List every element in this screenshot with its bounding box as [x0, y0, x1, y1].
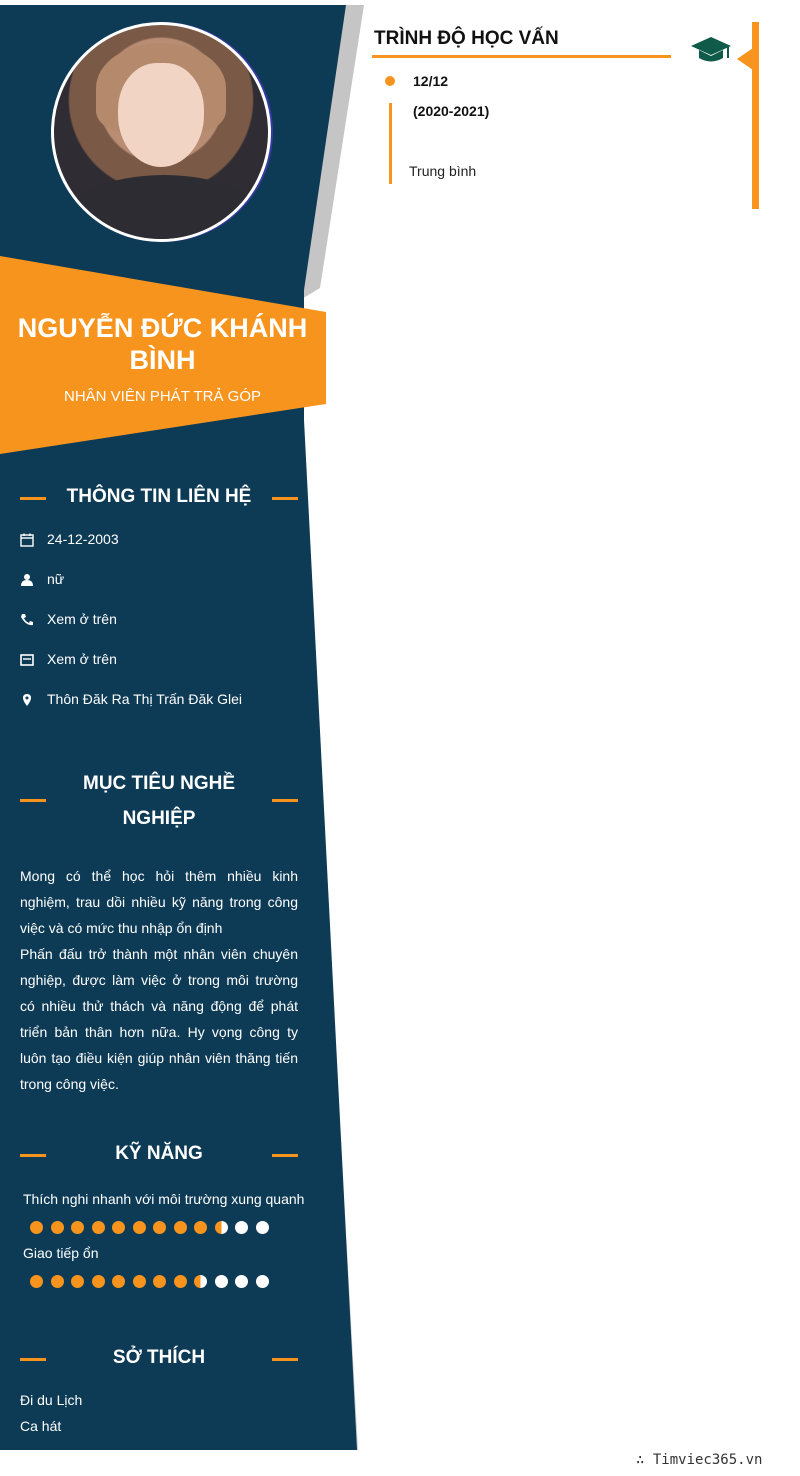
objective-section-title: MỤC TIÊU NGHỀ NGHIỆP	[20, 766, 298, 832]
skill-dot	[92, 1275, 105, 1288]
skill-dot	[112, 1275, 125, 1288]
phone-icon	[20, 613, 34, 627]
skill-dot	[256, 1221, 269, 1234]
skill-dot	[51, 1221, 64, 1234]
skill-dot	[92, 1221, 105, 1234]
hobby-item: Ca hát	[20, 1418, 62, 1434]
education-years: (2020-2021)	[413, 103, 490, 119]
hobbies-section-title: SỞ THÍCH	[20, 1345, 298, 1371]
skill-dot	[174, 1275, 187, 1288]
timeline-line	[389, 103, 392, 184]
career-objective	[20, 863, 298, 1097]
skill-dot	[256, 1275, 269, 1288]
education-section-title: TRÌNH ĐỘ HỌC VẤN	[374, 28, 559, 49]
skill-dot	[112, 1221, 125, 1234]
accent-arrow	[737, 48, 753, 70]
skill-dot	[30, 1275, 43, 1288]
skill-dot	[235, 1275, 248, 1288]
hobby-item: Đi du Lịch	[20, 1392, 83, 1408]
avatar	[51, 22, 271, 242]
skill-dot	[153, 1221, 166, 1234]
education-title-underline	[372, 55, 671, 58]
skill-name: Giao tiếp ổn	[23, 1245, 99, 1261]
education-rank: Trung bình	[409, 163, 477, 179]
skill-dot	[194, 1275, 207, 1288]
user-icon	[20, 573, 34, 587]
accent-bar	[752, 22, 759, 209]
skill-dot	[133, 1275, 146, 1288]
location-pin-icon	[20, 693, 34, 707]
skill-dot	[51, 1275, 64, 1288]
watermark: ∴ Timviec365.vn	[636, 1452, 763, 1468]
candidate-name: NGUYỄN ĐỨC KHÁNH BÌNH	[17, 313, 308, 375]
skill-dot	[30, 1221, 43, 1234]
skill-name: Thích nghi nhanh với môi trường xung quanh	[23, 1191, 305, 1207]
objective-paragraph: Phấn đấu trở thành một nhân viên chuyên nghiệp, được làm việc ở trong môi trường có nhiều thử thách và năng động để phát triển bản thân hơn nữa. Hy vọng công ty luôn tạo điều kiện giúp nhân viên thăng tiến trong công việc.	[20, 946, 298, 1092]
education-grade: 12/12	[413, 73, 449, 89]
graduation-cap-icon	[690, 34, 732, 66]
contact-section-title: THÔNG TIN LIÊN HỆ	[20, 484, 298, 510]
skills-section-title: KỸ NĂNG	[20, 1141, 298, 1167]
skill-dot	[153, 1275, 166, 1288]
skill-dot	[215, 1275, 228, 1288]
objective-paragraph: Mong có thể học hỏi thêm nhiều kinh nghiệm, trau dồi nhiều kỹ năng trong công việc và có mức thu nhập ổn định	[20, 868, 298, 936]
skill-dot	[133, 1221, 146, 1234]
calendar-icon	[20, 533, 34, 547]
skill-dot	[194, 1221, 207, 1234]
skill-dot	[235, 1221, 248, 1234]
skill-dot	[174, 1221, 187, 1234]
job-title: NHÂN VIÊN PHÁT TRẢ GÓP	[64, 388, 261, 405]
email-icon	[20, 653, 34, 667]
skill-dot	[215, 1221, 228, 1234]
timeline-dot	[385, 76, 395, 86]
skill-dot	[71, 1275, 84, 1288]
skill-dot	[71, 1221, 84, 1234]
